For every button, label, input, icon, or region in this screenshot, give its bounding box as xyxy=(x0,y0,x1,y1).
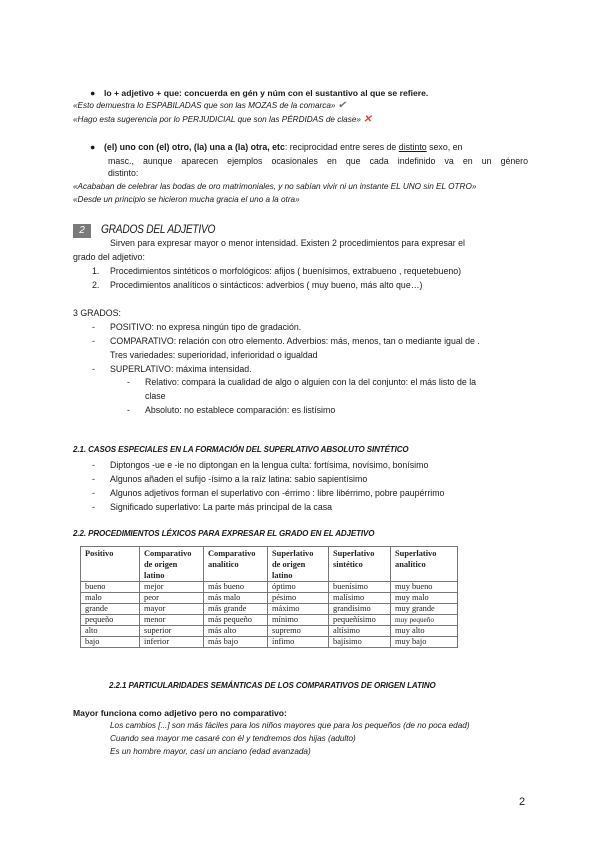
paragraph-line: clase xyxy=(145,391,166,401)
list-item: 2. Procedimientos analíticos o sintácticos: adverbios ( muy bueno, más alto que…) xyxy=(92,280,423,290)
list-item: - POSITIVO: no expresa ningún tipo de gradación. xyxy=(92,322,302,332)
list-item: 1. Procedimientos sintéticos o morfológicos: afijos ( buenísimos, extrabueno , requetebueno) xyxy=(92,266,462,276)
bullet-lo-adjetivo: ● lo + adjetivo + que: concuerda en gén y núm con el sustantivo al que se refiere. xyxy=(90,88,429,98)
section-number: 2 xyxy=(73,224,91,238)
table-row: malo peor más malo pésimo malísimo muy malo xyxy=(81,593,458,604)
list-item: - Significado superlativo: La parte más principal de la casa xyxy=(92,502,333,512)
table-header-row xyxy=(81,547,458,582)
example-line: Cuando sea mayor me casaré con él y tendremos dos hijas (adulto) xyxy=(110,734,356,743)
example-line: «Hago esta sugerencia por lo PERJUDICIAL que son las PÉRDIDAS de clase» ✕ xyxy=(73,114,372,125)
table-row: grande mayor más grande máximo grandísimo muy grande xyxy=(81,604,458,615)
paragraph-line: Sirven para expresar mayor o menor intensidad. Existen 2 procedimientos para expresar el xyxy=(110,238,465,248)
page-number: 2 xyxy=(519,796,526,808)
list-item: - Algunos adjetivos forman el superlativo con -érrimo : libre libérrimo, pobre paupérrimo xyxy=(92,488,445,498)
list-item: - COMPARATIVO: relación con otro elemento. Adverbios: más, menos, tan o mediante igual de . xyxy=(92,336,480,346)
list-item: - Diptongos -ue e -ie no diptongan en la lengua culta: fortísima, novísimo, bonísimo xyxy=(92,460,429,470)
bullet-title: lo + adjetivo + que: concuerda en gén y núm con el sustantivo al que se refiere. xyxy=(104,88,429,98)
example-line: «Acababan de celebrar las bodas de oro matrimoniales, y no sabían vivir ni un instante EL UNO sin EL OTRO» xyxy=(73,182,477,191)
table-header: Superlativo sintético xyxy=(329,547,391,582)
table-header: Positivo xyxy=(81,547,140,582)
subsection-title: 2.2.1 PARTICULARIDADES SEMÁNTICAS DE LOS COMPARATIVOS DE ORIGEN LATINO xyxy=(109,680,436,690)
paragraph-line: grado del adjetivo: xyxy=(73,252,145,262)
paragraph-line: distinto: xyxy=(108,168,139,178)
example-line: «Esto demuestra lo ESPABILADAS que son las MOZAS de la comarca» ✔ xyxy=(73,100,347,111)
table-row: alto superior más alto supremo altísimo muy alto xyxy=(81,626,458,637)
example-line: «Desde un principio se hicieron mucha gracia el uno a la otra» xyxy=(73,195,300,204)
table-header: Comparativo de origen latino xyxy=(140,547,204,582)
section-title: GRADOS DEL ADJETIVO xyxy=(101,222,216,236)
bullet-uno-con-otro: ● (el) uno con (el) otro, (la) una a (la) otra, etc: reciprocidad entre seres de distinto sexo, en xyxy=(90,142,463,152)
table-row: pequeño menor más pequeño mínimo pequeñísimo muy pequeño xyxy=(81,615,458,626)
list-item: - Absoluto: no establece comparación: es listísimo xyxy=(127,405,336,415)
cross-icon: ✕ xyxy=(363,114,372,125)
subsection-title: 2.2. PROCEDIMIENTOS LÉXICOS PARA EXPRESAR EL GRADO EN EL ADJETIVO xyxy=(73,528,375,538)
list-item: - Relativo: compara la cualidad de algo o alguien con la del conjunto: el más listo de la xyxy=(127,377,477,387)
table-header: Superlativo analítico xyxy=(391,547,458,582)
paragraph-line: 3 GRADOS: xyxy=(73,308,121,318)
table-row: bueno mejor más bueno óptimo buenísimo muy bueno xyxy=(81,582,458,593)
paragraph-line: masc., aunque aparecen ejemplos ocasionales en que cada indefinido va en un género xyxy=(108,156,528,166)
subsection-title: 2.1. CASOS ESPECIALES EN LA FORMACIÓN DEL SUPERLATIVO ABSOLUTO SINTÉTICO xyxy=(73,444,409,454)
paragraph-line: Mayor funciona como adjetivo pero no comparativo: xyxy=(73,708,287,718)
table-header: Superlativo de origen latino xyxy=(268,547,329,582)
list-item: - Algunos añaden el sufijo -ísimo a la raíz latina: sabio sapientísimo xyxy=(92,474,368,484)
list-item: - SUPERLATIVO: máxima intensidad. xyxy=(92,364,252,374)
grade-table xyxy=(80,546,458,648)
example-line: Es un hombre mayor, casi un anciano (edad avanzada) xyxy=(110,747,311,756)
check-icon: ✔ xyxy=(337,100,347,111)
paragraph-line: Tres variedades: superioridad, inferioridad o igualdad xyxy=(110,350,318,360)
example-line: Los cambios [...] son más fáciles para los niños mayores que para los pequeños (de no poca edad) xyxy=(110,721,470,730)
table-header: Comparativo analítico xyxy=(204,547,268,582)
table-row: bajo inferior más bajo ínfimo bajísimo muy bajo xyxy=(81,637,458,648)
